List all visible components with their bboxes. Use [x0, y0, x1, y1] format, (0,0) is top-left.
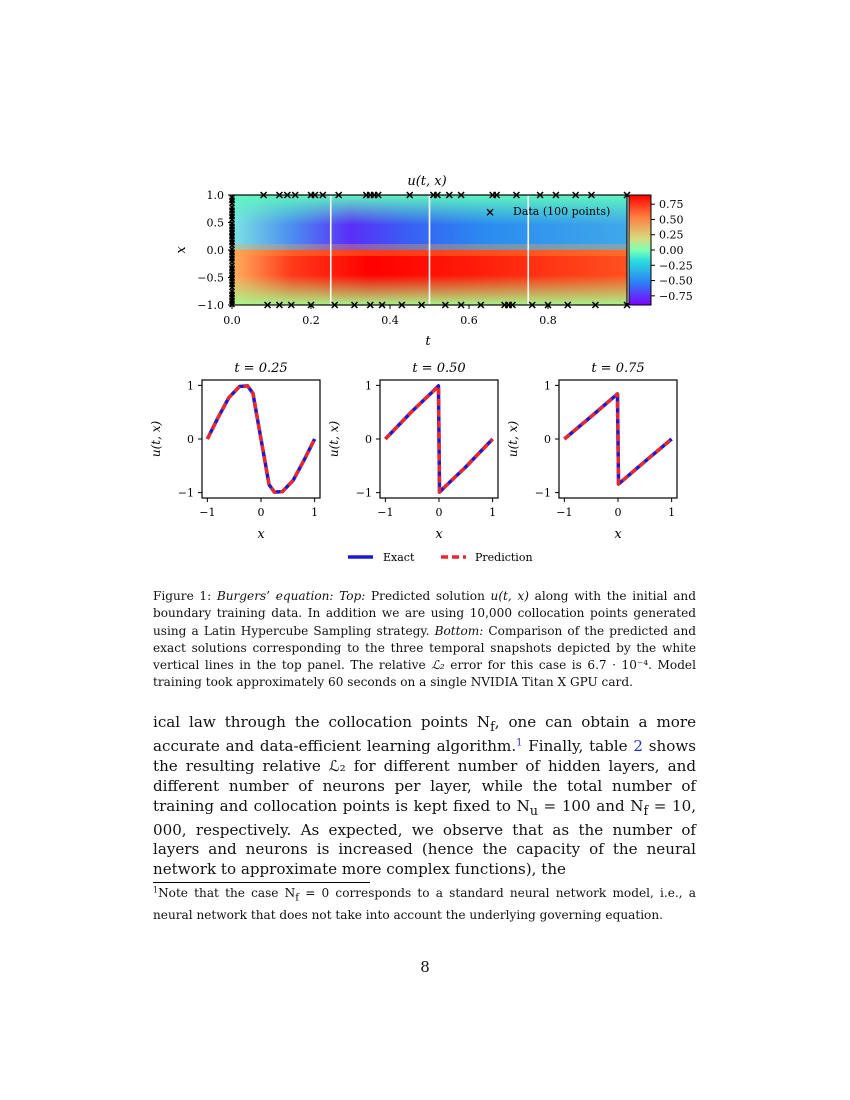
y-tick-label: 1 [544, 379, 551, 393]
x-tick-label: 1 [489, 506, 497, 519]
prediction-series-line [564, 394, 671, 484]
footnote-rule [153, 882, 370, 883]
panel-y-label: u(t, x) [506, 420, 520, 458]
panel-x-label: x [614, 527, 622, 542]
snapshot-panel [506, 361, 677, 542]
x-tick-label: 0.6 [460, 314, 478, 327]
y-tick-label: 1 [365, 379, 372, 393]
caption-title: Burgers’ equation: [216, 589, 334, 603]
y-tick-label: 1.0 [206, 189, 224, 202]
heatmap-title: u(t, x) [407, 174, 447, 189]
body-subscript: u [529, 802, 538, 818]
y-tick-label: 0.5 [206, 216, 224, 230]
y-tick-label: 0.0 [206, 244, 224, 257]
caption-top-label: Top: [339, 589, 366, 603]
colorbar-tick-label: 0.50 [659, 213, 684, 227]
body-text-run: = 100 and N [537, 796, 644, 815]
footnote-text: Note that the case N [158, 886, 296, 900]
x-tick-label: −1 [556, 506, 573, 519]
footnote-text: = 0 corresponds to a standard neural network model, i.e., a neural network that does not take into account the underlying governing equation. [153, 886, 696, 922]
colorbar-tick-label: 0.00 [659, 244, 684, 257]
panel-x-label: x [435, 527, 443, 542]
body-text-run: ical law through the collocation points N [153, 713, 491, 731]
y-tick-label: −1.0 [197, 299, 224, 312]
x-tick-label: 0.8 [539, 314, 557, 327]
y-tick-label: −1 [177, 486, 194, 500]
footnote-subscript: f [295, 892, 299, 904]
heatmap-x-label: t [425, 334, 431, 349]
legend-x-marker: × [484, 205, 496, 219]
heatmap-figure [160, 168, 693, 353]
x-tick-label: 0 [257, 506, 265, 519]
colorbar-tick-label: 0.75 [659, 198, 684, 212]
panel-title: t = 0.50 [412, 361, 466, 376]
body-subscript: f [490, 719, 495, 735]
caption-text: Comparison of the predicted and exact solutions corresponding to the three temporal snapshots depicted by the white vertical lines in the top panel. The relative [153, 623, 696, 673]
caption-text: along with the initial and boundary training data. In addition we are using 10,000 collocation points generated using a Latin Hypercube Sampling strategy. [153, 589, 696, 638]
x-tick-label: −1 [199, 506, 216, 519]
heatmap-y-label: x [174, 246, 189, 254]
panel-title: t = 0.75 [591, 361, 645, 376]
panel-y-label: u(t, x) [327, 420, 341, 458]
prediction-series-line [207, 386, 314, 492]
y-tick-label: 0 [187, 433, 194, 446]
y-tick-label: −1 [355, 486, 372, 500]
caption-math: u(t, x) [490, 589, 529, 603]
heatmap-legend-label: Data (100 points) [513, 205, 611, 218]
footnote [153, 885, 696, 924]
x-tick-label: 1 [668, 506, 676, 519]
table-reference-link[interactable]: 2 [633, 736, 643, 755]
figure-caption [153, 588, 696, 692]
caption-text: error for this case is 6.7 · 10⁻⁴. Model training took approximately 60 seconds on a single NVIDIA Titan X GPU card. [153, 658, 696, 690]
caption-label: Figure 1: [153, 589, 212, 603]
body-paragraph [153, 713, 696, 880]
snapshot-figure [140, 352, 700, 572]
footnote-mark: 1 [153, 885, 159, 895]
heatmap-x-axis [223, 305, 557, 349]
x-tick-label: 0.4 [381, 314, 399, 327]
colorbar [629, 195, 693, 305]
panel-x-label: x [257, 527, 265, 542]
colorbar-tick-label: 0.25 [659, 228, 684, 242]
x-tick-label: 0 [435, 506, 443, 519]
body-text-run: , one can obtain a more accurate and data-efficient learning algorithm. [153, 713, 697, 755]
panel-title: t = 0.25 [234, 361, 288, 376]
legend-exact-label: Exact [383, 551, 415, 564]
body-text-run: shows the resulting relative ℒ₂ for different number of hidden layers, and different number of neurons per layer, while the total number of training and collocation points is kept fixed to N [153, 736, 696, 815]
body-text-run: = 10, 000, respectively. As expected, we observe that as the number of layers and neurons is increased (hence the capacity of the neural network to approximate more complex functions), the [153, 796, 696, 879]
snapshot-legend [348, 551, 533, 564]
colorbar-tick-label: −0.75 [659, 289, 693, 303]
y-tick-label: 0 [365, 433, 372, 446]
y-tick-label: −0.5 [197, 271, 224, 285]
x-tick-label: 1 [311, 506, 319, 519]
body-text-run: Finally, table [522, 736, 634, 755]
legend-prediction-label: Prediction [475, 551, 533, 564]
snapshot-panel [327, 361, 498, 542]
colorbar-tick-label: −0.50 [659, 274, 693, 288]
caption-text: Predicted solution [371, 589, 485, 603]
x-tick-label: 0.0 [223, 314, 241, 327]
x-tick-label: 0 [614, 506, 622, 519]
colorbar-tick-label: −0.25 [659, 259, 693, 273]
caption-math: ℒ₂ [431, 658, 445, 673]
y-tick-label: −1 [534, 486, 551, 500]
x-tick-label: −1 [377, 506, 394, 519]
body-subscript: f [643, 802, 649, 818]
snapshot-panel [149, 361, 320, 542]
y-tick-label: 1 [187, 379, 194, 393]
footnote-link[interactable]: 1 [516, 737, 523, 749]
x-tick-label: 0.2 [302, 314, 320, 327]
heatmap-y-axis [174, 189, 232, 312]
page-number: 8 [420, 958, 430, 976]
caption-bottom-label: Bottom: [434, 623, 484, 638]
y-tick-label: 0 [544, 433, 551, 446]
panel-y-label: u(t, x) [149, 420, 163, 458]
